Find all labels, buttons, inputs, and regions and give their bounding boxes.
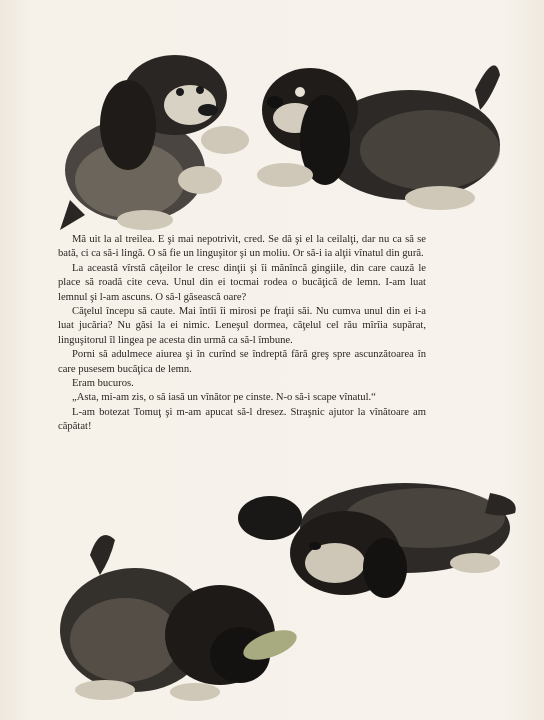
paragraph: Eram bucuros. bbox=[72, 378, 134, 390]
paragraph: Mă uit la al treilea. E şi mai nepotrivit, cred. Se dă şi el la ceilalţi, dar nu ca să se bată, ci ca să-i lingă. O să fie un linguşitor şi un moliu. Or să-i ia alţii vînatul din gură. bbox=[58, 234, 426, 260]
paragraph: La această vîrstă căţeilor le cresc dinţii şi îi mănîncă gingiile, din care cauză le place să roadă cite ceva. Unul din ei tocmai rodea o bucăţică de lemn. I-am luat lemnul şi l-am ascuns. O să-l găsească oare? bbox=[58, 262, 426, 303]
paragraph: Căţelul începu să caute. Mai întîi îi mirosi pe fraţii săi. Nu cumva unul din ei i-a luat jucăria? Nu găsi la ei nimic. Leneşul dormea, căţelul cel rău mîrîia supărat, linguşitorul îl lingea pe acesta din urmă ca să-l îmbune. bbox=[58, 306, 426, 346]
paragraph: Porni să adulmece aiurea şi în curînd se îndreptă fără greş spre ascunzătoarea în care pusesem bucăţica de lemn. bbox=[58, 349, 426, 375]
paragraph: L-am botezat Tomuţ şi m-am apucat să-l dresez. Straşnic ajutor la vînătoare am căpătat! bbox=[58, 406, 426, 433]
story-text bbox=[58, 233, 426, 435]
puppies-playing-illustration bbox=[50, 30, 510, 240]
puppy-left bbox=[60, 55, 249, 230]
puppy-right bbox=[257, 65, 500, 210]
chewing-puppy-illustration bbox=[45, 520, 315, 705]
paragraph: „Asta, mi-am zis, o să iasă un vînător pe cinste. N-o să-i scape vînatul.“ bbox=[72, 392, 376, 404]
